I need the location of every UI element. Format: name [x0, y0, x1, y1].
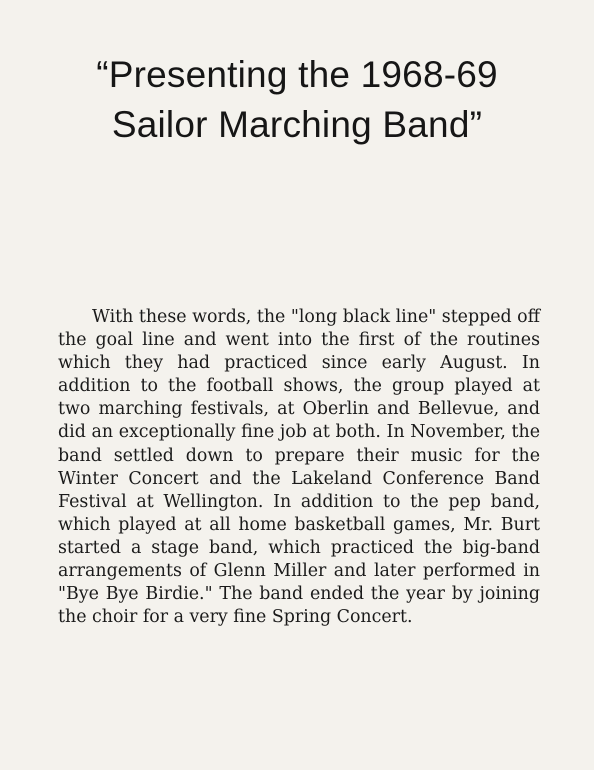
headline-line-1: “Presenting the 1968-69	[96, 54, 498, 95]
article-paragraph: With these words, the "long black line" stepped off the goal line and went into the first of the routines which they had practiced since early August. In addition to the football shows, the group played at two marching festivals, at Oberlin and Bellevue, and did an exceptionally fine job at both. In November, the band settled down to prepare their music for the Winter Concert and the Lakeland Conference Band Festival at Wellington. In addition to the pep band, which played at all home basketball games, Mr. Burt started a stage band, which practiced the big-band arrangements of Glenn Miller and later performed in "Bye Bye Birdie." The band ended the year by joining the choir for a very fine Spring Concert.	[58, 307, 541, 628]
headline-line-2: Sailor Marching Band”	[111, 104, 483, 145]
page-headline	[0, 50, 594, 150]
